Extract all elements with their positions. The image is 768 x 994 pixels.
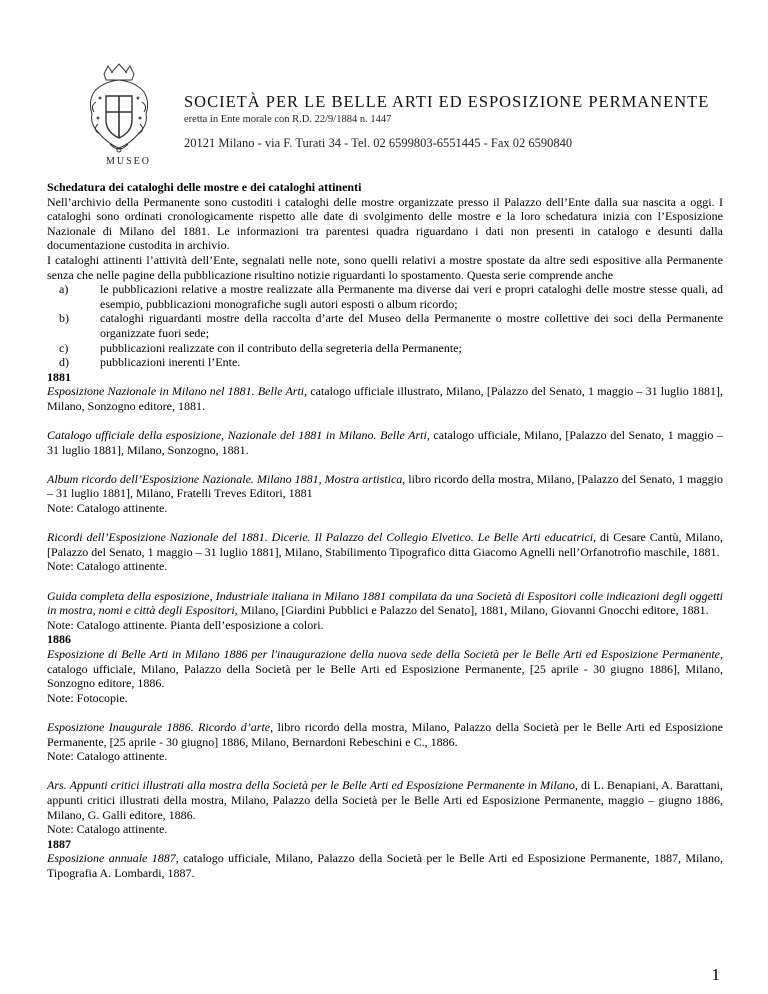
catalog-note: Note: Fotocopie. bbox=[47, 690, 128, 705]
catalog-details: Milano, [Giardini Pubblici e Palazzo del Senato], 1881, Milano, Giovanni Gnocchi editore, 1881. bbox=[237, 603, 709, 618]
catalog-title: Esposizione annuale 1887 bbox=[47, 851, 176, 866]
city-crest-logo bbox=[86, 62, 152, 158]
catalog-note: Note: Catalogo attinente. bbox=[47, 749, 168, 764]
catalog-entry-citation bbox=[47, 530, 723, 559]
criteria-item: b) cataloghi riguardanti mostre della raccolta d’arte del Museo della Permanente o mostre collettive dei soci della Permanente organizzate fuori sede; bbox=[59, 311, 723, 340]
year-section bbox=[47, 632, 723, 836]
catalog-entry-citation bbox=[47, 778, 723, 822]
year-heading: 1886 bbox=[47, 632, 71, 647]
catalog-entry bbox=[47, 647, 723, 705]
catalog-entry bbox=[47, 530, 723, 574]
intro-paragraph-1: Nell’archivio della Permanente sono custoditi i cataloghi delle mostre organizzate presso il Palazzo dell’Ente dalla sua nascita a oggi. I cataloghi sono ordinati cronologicamente rispetto alle date di svolgimento delle mostre e la loro schedatura inizia con l’Esposizione Nazionale di Milano del 1881. Le informazioni tra parentesi quadra riguardano i dati non presenti in catalogo e desunti dalla documentazione custodita in archivio. bbox=[47, 194, 723, 253]
catalog-details: di L. Benapiani, A. Barattani, appunti critici illustrati della mostra, Milano, Palazzo della Società per le Belle Arti ed Esposizione Permanente, maggio – giugno 1886, Milano, G. Galli editore, 1886. bbox=[47, 778, 723, 822]
museo-label: MUSEO bbox=[106, 156, 152, 167]
catalog-entry bbox=[47, 778, 723, 836]
intro-paragraph-2: I cataloghi attinenti l’attività dell’Ente, segnalati nelle note, sono quelli relativi a mostre spostate da altre sedi espositive alla Permanente senza che nelle pagine della pubblicazione risultino notizie riguardanti lo spostamento. Questa serie comprende anche bbox=[47, 252, 723, 282]
organization-name: SOCIETÀ PER LE BELLE ARTI ED ESPOSIZIONE PERMANENTE bbox=[184, 92, 710, 111]
catalog-entry bbox=[47, 384, 723, 413]
letterhead bbox=[86, 62, 710, 174]
year-heading: 1887 bbox=[47, 836, 71, 851]
catalog-title: Ars. Appunti critici illustrati alla mostra della Società per le Belle Arti ed Esposizione Permanente in Milano, bbox=[47, 778, 578, 793]
catalog-title: Guida completa della esposizione, Industriale italiana in Milano 1881 compilata da una Società di Espositori colle indicazioni degli oggetti in mostra, nomi e città degli Espositori, bbox=[47, 588, 723, 618]
catalog-title: Ricordi dell’Esposizione Nazionale del 1881. Dicerie. Il Palazzo del Collegio Elvetico. Le Belle Arti educatrici bbox=[47, 530, 594, 545]
catalog-entry-citation bbox=[47, 384, 723, 413]
catalog-entry-citation bbox=[47, 647, 723, 691]
criteria-item: c) pubblicazioni realizzate con il contributo della segreteria della Permanente; bbox=[59, 340, 462, 355]
catalog-title: Esposizione di Belle Arti in Milano 1886 per l'inaugurazione della nuova sede della Società per le Belle Arti ed Esposizione Permanente, bbox=[47, 647, 723, 661]
catalog-note: Note: Catalogo attinente. bbox=[47, 501, 168, 516]
catalog-title: Album ricordo dell’Esposizione Nazionale. Milano 1881, Mostra artistica bbox=[47, 471, 403, 486]
catalog-entry bbox=[47, 428, 723, 457]
catalog-note: Note: Catalogo attinente. Pianta dell’esposizione a colori. bbox=[47, 617, 324, 632]
criteria-list bbox=[47, 282, 723, 370]
criteria-item: d) pubblicazioni inerenti l’Ente. bbox=[59, 355, 241, 370]
catalog-title: Esposizione Inaugurale 1886. Ricordo d’arte, bbox=[47, 719, 274, 734]
catalog-details: catalogo ufficiale illustrato, Milano, [Palazzo del Senato, 1 maggio – 31 luglio 1881], Milano, Sonzogno editore, 1881. bbox=[47, 384, 723, 413]
criteria-item: a) le pubblicazioni relative a mostre realizzate alla Permanente ma diverse dai veri e propri cataloghi delle mostre stesse quali, ad esempio, pubblicazioni monografiche sugli autori esposti o album ricordo; bbox=[59, 282, 723, 311]
catalog-details: catalogo ufficiale, Milano, [Palazzo del Senato, 1 maggio – 31 luglio 1881], Milano, Sonzogno, 1881. bbox=[47, 428, 723, 457]
year-section bbox=[47, 837, 723, 881]
catalog-note: Note: Catalogo attinente. bbox=[47, 559, 168, 574]
catalog-title: Catalogo ufficiale della esposizione, Nazionale del 1881 in Milano. Belle Arti, bbox=[47, 428, 430, 443]
page-number: 1 bbox=[711, 965, 720, 984]
document-heading: Schedatura dei cataloghi delle mostre e dei cataloghi attinenti bbox=[47, 180, 362, 194]
catalog-entry-citation bbox=[47, 428, 723, 457]
catalog-entry-citation bbox=[47, 720, 723, 749]
catalog-details: , catalogo ufficiale, Milano, Palazzo della Società per le Belle Arti ed Esposizione Permanente, 1887, Milano, Tipografia A. Lombardi, 1887. bbox=[47, 851, 723, 880]
year-section bbox=[47, 370, 723, 633]
catalog-details: libro ricordo della mostra, Milano, Palazzo della Società per le Belle Arti ed Esposizione Permanente, [25 aprile - 30 giugno] 1886, Milano, Bernardoni Rebeschini e C., 1886. bbox=[47, 719, 723, 749]
catalog-entry bbox=[47, 589, 723, 633]
organization-address: 20121 Milano - via F. Turati 34 - Tel. 02 6599803-6551445 - Fax 02 6590840 bbox=[184, 136, 573, 150]
catalog-details: , di Cesare Cantù, Milano, [Palazzo del Senato, 1 maggio – 31 luglio 1881], Milano, Stabilimento Tipografico ditta Giacomo Agnelli nell’Orfanotrofio maschile, 1881. bbox=[47, 530, 723, 559]
catalog-entry bbox=[47, 851, 723, 880]
catalog-entry-citation bbox=[47, 472, 723, 501]
catalog-years bbox=[47, 370, 723, 881]
catalog-entry bbox=[47, 472, 723, 516]
catalog-details: , libro ricordo della mostra, Milano, [Palazzo del Senato, 1 maggio – 31 luglio 1881], Milano, Fratelli Treves Editori, 1881 bbox=[47, 471, 723, 501]
catalog-title: Esposizione Nazionale in Milano nel 1881. Belle Arti, bbox=[47, 384, 308, 399]
document-body bbox=[47, 180, 723, 881]
year-heading: 1881 bbox=[47, 369, 71, 384]
catalog-entry-citation bbox=[47, 851, 723, 880]
organization-registration: eretta in Ente morale con R.D. 22/9/1884 n. 1447 bbox=[184, 114, 392, 125]
catalog-entry bbox=[47, 720, 723, 764]
catalog-entry-citation bbox=[47, 589, 723, 618]
catalog-details: catalogo ufficiale, Milano, Palazzo della Società per le Belle Arti ed Esposizione Permanente, [25 aprile - 30 giugno 1886], Milano, Sonzogno editore, 1886. bbox=[47, 661, 723, 691]
catalog-note: Note: Catalogo attinente. bbox=[47, 822, 168, 837]
